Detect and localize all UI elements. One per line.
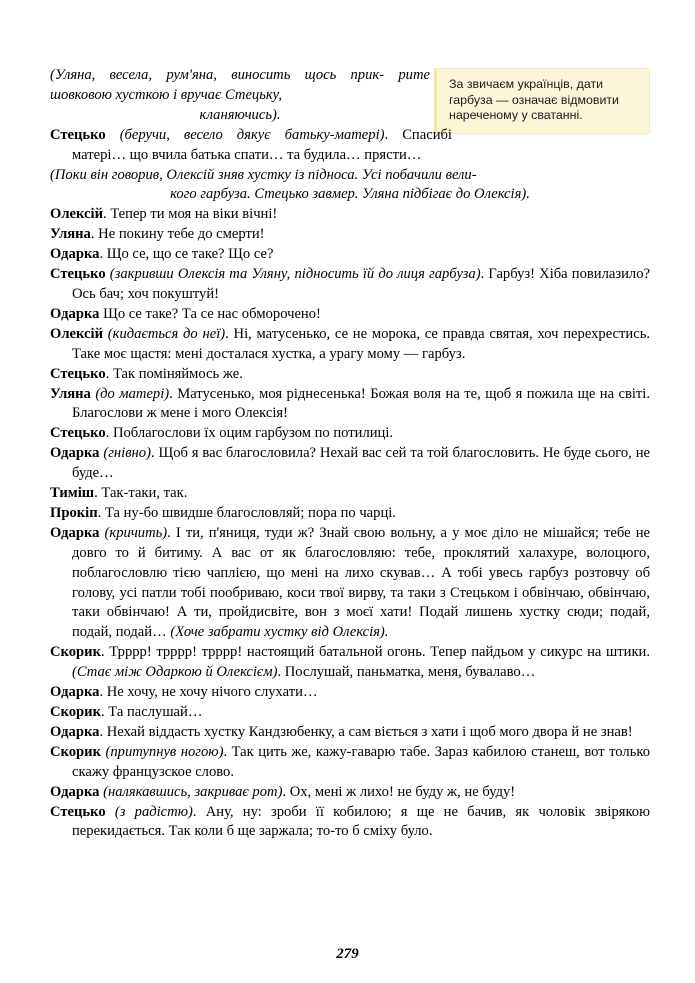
dialogue-line xyxy=(50,703,650,723)
dialogue-line xyxy=(50,245,650,265)
dialogue-line xyxy=(50,444,650,484)
page-number: 279 xyxy=(336,946,359,962)
speaker-name: Олексій xyxy=(50,325,104,342)
dialogue-text: . Ні, матусенько, се не морока, се правда святая, хоч перехрестись. Таке моє щастя: мені досталася хустка, а урагу мому — гарбуз. xyxy=(72,325,650,362)
speaker-name: Скорик xyxy=(50,644,101,661)
stage-line: (Поки він говорив, Олексій зняв хустку із підноса. Усі побачили вели- xyxy=(50,166,477,183)
dialogue-line xyxy=(50,803,650,843)
speaker-name: Скорик xyxy=(50,704,101,720)
speaker-name: Одарка xyxy=(50,305,100,322)
stage-direction xyxy=(50,166,650,206)
dialogue-line xyxy=(50,126,452,166)
speaker-name: Одарка xyxy=(50,684,100,701)
speaker-name: Стецько xyxy=(50,803,106,820)
dialogue-line xyxy=(50,305,650,325)
dialogue-text: . Щоб я вас благословила? Нехай вас сей та той благословить. Не буде сього, не буде… xyxy=(72,445,650,482)
stage-direction-inline: (до матері) xyxy=(95,385,170,402)
dialogue-text-cont: . Послушай, паньматка, меня, бувалаво… xyxy=(277,664,536,681)
dialogue-text: . Трррр! трррр! трррр! настоящий батальной огонь. Тепер пайдьом у сикурс на штики. xyxy=(101,644,650,661)
speaker-name: Одарка xyxy=(50,783,100,800)
speaker-name: Уляна xyxy=(50,226,91,243)
dialogue-text: . Так поміняймось же. xyxy=(105,365,243,382)
stage-line: кланяючись). xyxy=(199,106,281,123)
dialogue-text: . Так цить же, кажу-гаварю табе. Зараз кабилою станеш, вот только скажу французское слово. xyxy=(72,743,650,780)
dialogue-text: . Що се, що се таке? Що се? xyxy=(99,246,274,263)
stage-direction-inline: (налякавшись, закриває рот) xyxy=(103,783,283,800)
dialogue-line xyxy=(50,743,650,783)
dialogue-line xyxy=(50,524,650,643)
stage-direction-inline: (гнівно) xyxy=(103,445,151,462)
speaker-name: Стецько xyxy=(50,266,106,283)
stage-direction-inline: (притупнув ногою) xyxy=(105,743,224,760)
dialogue-text: . Матусенько, моя рiднесенька! Божая воля на те, щоб я пожила ще на світі. Благослови ж мене і мого Олексія! xyxy=(72,385,651,422)
dialogue-line xyxy=(50,683,650,703)
stage-direction-inline: (Стає між Одаркою й Олексієм) xyxy=(72,664,278,681)
speaker-name: Стецько xyxy=(50,425,106,442)
dialogue-text: . Не хочу, не хочу нічого слухати… xyxy=(99,684,318,701)
dialogue-line xyxy=(50,504,650,524)
dialogue-line xyxy=(50,723,650,743)
dialogue-line xyxy=(50,365,650,385)
speaker-name: Уляна xyxy=(50,385,91,402)
stage-direction xyxy=(50,66,430,126)
dialogue-line xyxy=(50,205,650,225)
dialogue-text: . Ох, мені ж лихо! не буду ж, не буду! xyxy=(282,783,516,800)
speaker-name: Стецько xyxy=(50,126,106,143)
dialogue-text: . Та паслушай… xyxy=(101,704,203,720)
speaker-name: Одарка xyxy=(50,246,100,263)
speaker-name: Стецько xyxy=(50,365,106,382)
dialogue-text: . Нехай віддасть хустку Кандзюбенку, а сам віється з хати і щоб мого двора й не знав! xyxy=(99,723,633,740)
stage-direction-inline: (кричить) xyxy=(104,524,168,541)
dialogue-text: . Ану, ну: зроби її кобилою; я ще не бачив, як чоловік звірякою перекидається. Так коли б ще заржала; то-то б сміху було. xyxy=(72,803,650,840)
dialogue-text: . Так-таки, так. xyxy=(94,485,188,502)
stage-line: рите шовковою хусткою і вручає Стецьку, xyxy=(50,67,430,103)
speaker-name: Олексій xyxy=(50,206,104,223)
dialogue-text: . Гарбуз! Хіба повилазило? Ось бач; хоч покуштуй! xyxy=(72,266,650,302)
stage-line: кого гарбуза. Стецько завмер. Уляна підбігає до Олексія). xyxy=(170,186,530,203)
dialogue-text: Що се таке? Та се нас обморочено! xyxy=(99,305,321,322)
dialogue-text: . Тепер ти моя на віки вічні! xyxy=(103,206,278,223)
speaker-name: Одарка xyxy=(50,445,100,462)
text-column xyxy=(50,66,650,842)
speaker-name: Скорик xyxy=(50,743,101,760)
dialogue-line xyxy=(50,643,650,683)
speaker-name: Одарка xyxy=(50,524,100,541)
dialogue-line xyxy=(50,783,650,803)
stage-direction-inline: (закривши Олексія та Уляну, підносить їй до лиця гарбуза) xyxy=(109,266,481,283)
speaker-name: Тиміш xyxy=(50,485,95,502)
speaker-name: Одарка xyxy=(50,723,100,740)
stage-direction-inline: (беручи, весело дякує батьку-матері) xyxy=(119,126,385,143)
dialogue-text: . Не покину тебе до смерти! xyxy=(90,226,265,243)
dialogue-line xyxy=(50,424,650,444)
sidenote-callout: За звичаєм українців, дати гарбуза — означає відмовити нареченому у сватанні. xyxy=(434,68,650,134)
dialogue-line xyxy=(50,385,650,425)
stage-direction-trailing: (Хоче забрати хустку від Олексія). xyxy=(170,624,389,641)
stage-direction-inline: (кидається до неї) xyxy=(107,325,226,342)
dialogue-line xyxy=(50,325,650,365)
stage-line: (Уляна, весела, рум'яна, виносить щось прик- xyxy=(50,67,385,83)
dialogue-line xyxy=(50,265,650,305)
dialogue-text: . Спасибі матері… що вчила батька спати… та будила… прясти… xyxy=(72,126,452,163)
stage-direction-inline: (з радістю) xyxy=(114,803,193,820)
dialogue-line xyxy=(50,484,650,504)
dialogue-text: . І ти, п'яниця, туди ж? Знай свою вольну, а у моє діло не мішайся; тебе не довго то й битиму. А вас от як благословляю: тебе, проклятий халахуре, волоцюго, поблагословлю тією чаплією, що мені на лихо скував… А тобі увесь гарбуз розтовчу об голову, усі патли тобі пообриваю, коси твої вирву, та таки з Стецьком і обвінчаю, обвінчаю, таки обвінчаю! А ти, пройдисвіте, вон з моєї хати! Подай лишень хустку сюди; подай, подай, подай… xyxy=(72,524,650,641)
dialogue-text: . Та ну-бо швидше благословляй; пора по чарці. xyxy=(97,504,396,521)
dialogue-line xyxy=(50,225,650,245)
dialogue-text: . Поблагослови їх оцим гарбузом по потилиці. xyxy=(105,425,394,442)
speaker-name: Прокіп xyxy=(50,504,98,521)
